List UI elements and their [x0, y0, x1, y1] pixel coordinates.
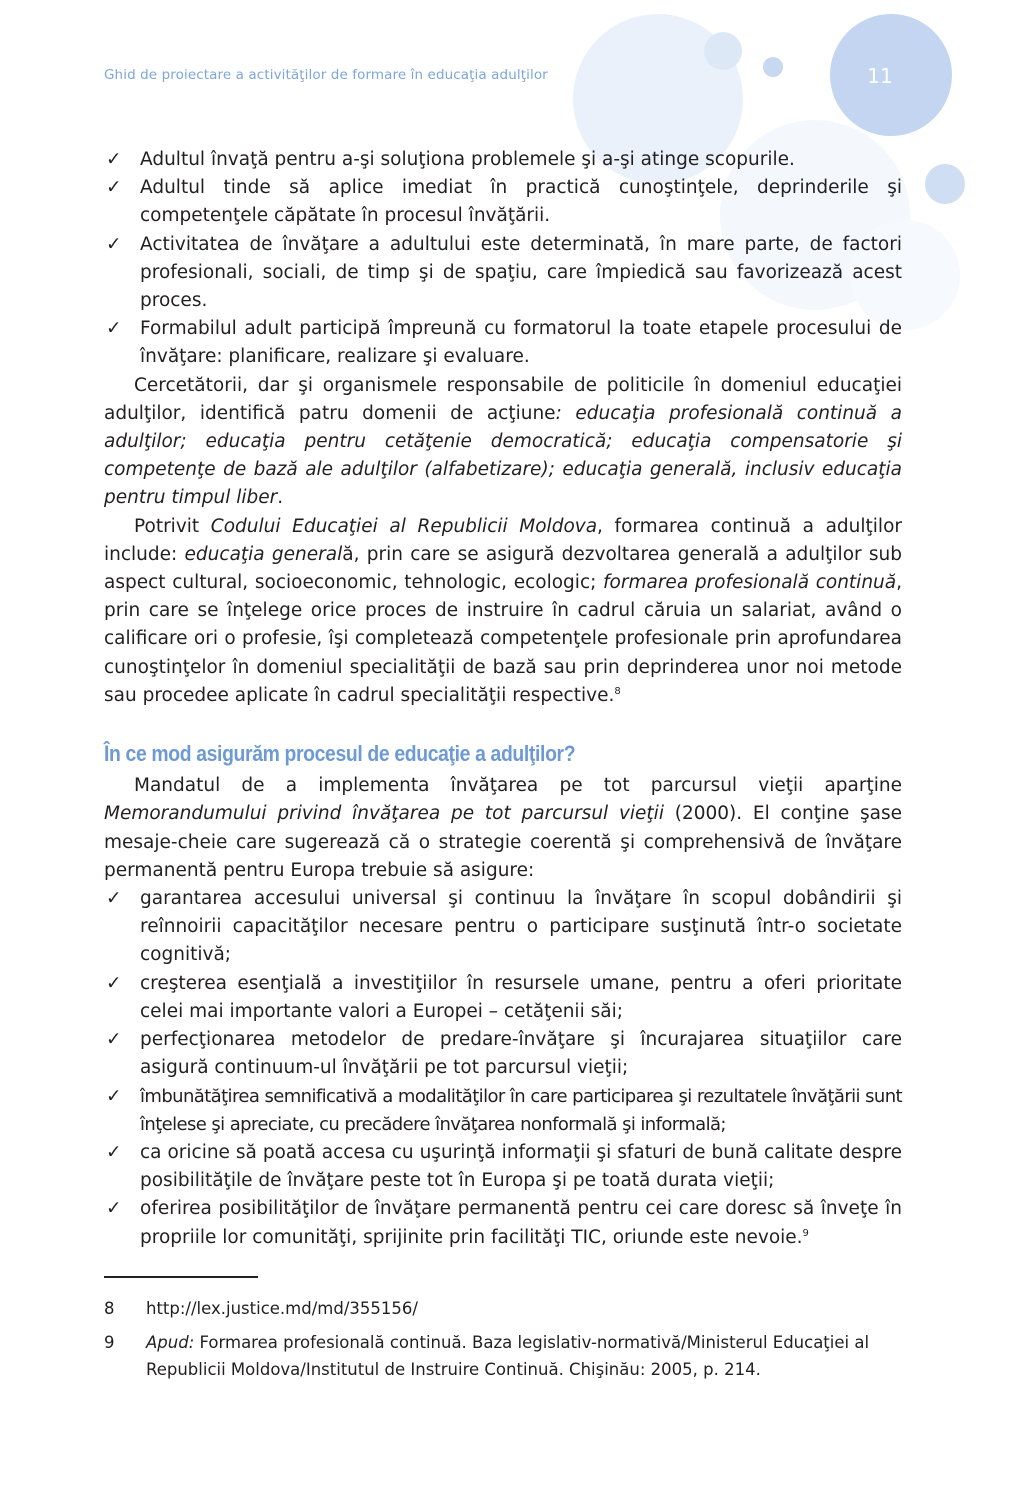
check-mark-icon: ✓ [106, 888, 122, 910]
footnotes [104, 1295, 904, 1390]
paragraph-domains: Cercetătorii, dar şi organismele responsabile de politicile în domeniul educaţiei adulţilor, identifică patru domenii de acţiune: educaţia profesională continuă a adulţilor; educaţia pentru cetăţenie democratică; educaţia compensatorie şi competenţe de bază ale adulţilor (alfabetizare); educaţia generală, inclusiv educaţia pentru timpul liber. [104, 374, 902, 509]
check-mark-icon: ✓ [106, 233, 122, 255]
main-content [104, 146, 902, 1252]
check-mark-icon: ✓ [106, 318, 122, 340]
list-item: ✓ garantarea accesului universal şi continuu la învăţare în scopul dobândirii şi reînnoirii capacităţilor necesare pentru o participare susţinută într-o societate cognitivă; [104, 885, 902, 970]
check-mark-icon: ✓ [106, 149, 122, 170]
header-title: Ghid de proiectare a activităţilor de formare în educaţia adulţilor [104, 67, 548, 83]
list-item: ✓ Adultul tinde să aplice imediat în practică cunoştinţele, deprinderile şi competenţele căpătate în procesul învăţării. [104, 174, 902, 230]
list-item: ✓ Adultul învaţă pentru a-şi soluţiona problemele şi a-şi atinge scopurile. [104, 146, 902, 174]
bullet-list-1 [104, 146, 902, 372]
paragraph-memorandum: Mandatul de a implementa învăţarea pe tot parcursul vieţii aparţine Memorandumului privind învăţarea pe tot parcursul vieţii (2000). El conţine şase mesaje-cheie care sugerează că o strategie coerentă şi comprehensivă de învăţare permanentă pentru Europa trebuie să asigure: [104, 775, 902, 881]
footnote: 9 Apud: Formarea profesională continuă. Baza legislativ-normativă/Ministerul Educaţiei al Republicii Moldova/Institutul de Instruire Continuă. Chişinău: 2005, p. 214. [104, 1333, 870, 1379]
section-heading: În ce mod asigurăm procesul de educaţie a adulţilor? [104, 741, 576, 767]
list-item: ✓ îmbunătăţirea semnificativă a modalităţilor în care participarea şi rezultatele învăţării sunt înţelese şi apreciate, cu precădere învăţarea nonformală şi informală; [104, 1083, 902, 1139]
check-mark-icon: ✓ [106, 1029, 122, 1051]
list-item: ✓ ca oricine să poată accesa cu uşurinţă informaţii şi sfaturi de bună calitate despre posibilităţile de învăţare peste tot în Europa şi pe toată durata vieţii; [104, 1139, 902, 1195]
list-item: ✓ Formabilul adult participă împreună cu formatorul la toate etapele procesului de învăţare: planificare, realizare şi evaluare. [104, 315, 902, 371]
footnote-divider [104, 1276, 258, 1278]
check-mark-icon: ✓ [106, 177, 122, 199]
bullet-list-2 [104, 885, 902, 1252]
check-mark-icon: ✓ [106, 1085, 122, 1107]
decorative-circle-right [925, 164, 965, 204]
footnote-link[interactable]: http://lex.justice.md/md/355156/ [146, 1299, 418, 1318]
list-item: ✓ creşterea esenţială a investiţiilor în resursele umane, pentru a oferi prioritate celei mai importante valori a Europei – cetăţenii săi; [104, 970, 902, 1026]
paragraph-code: Potrivit Codului Educaţiei al Republicii Moldova, formarea continuă a adulţilor include: educaţia generală, prin care se asigură dezvoltarea generală a adulţilor sub aspect cultural, socioeconomic, tehnologic, ecologic; formarea profesională continuă, prin care se înţelege orice proces de instruire în cadrul căruia un salariat, având o calificare ori o profesie, îşi completează competenţele profesionale prin aprofundarea cunoştinţelor în domeniul specialităţii de bază sau prin deprinderea unor noi metode sau procedee aplicate în cadrul specialităţii respective.$^8$ [104, 515, 903, 706]
check-mark-icon: ✓ [106, 1198, 122, 1220]
footnote-ref: 8 [614, 685, 621, 697]
footnote: 8 http://lex.justice.md/md/355156/ [104, 1295, 904, 1322]
page-number: 11 [867, 64, 893, 88]
list-item: ✓ perfecţionarea metodelor de predare-învăţare şi încurajarea situaţiilor care asigură continuum-ul învăţării pe tot parcursul vieţii; [104, 1026, 902, 1082]
footnote-ref: 9 [802, 1227, 809, 1239]
decorative-circle-small [704, 32, 742, 70]
decorative-circle-dot [763, 57, 783, 77]
check-mark-icon: ✓ [106, 972, 122, 994]
check-mark-icon: ✓ [106, 1141, 122, 1163]
list-item: ✓ oferirea posibilităţilor de învăţare permanentă pentru cei care doresc să înveţe în propriile lor comunităţi, sprijinite prin facilităţi TIC, oriunde este nevoie.$^9$ [104, 1195, 902, 1251]
list-item: ✓ Activitatea de învăţare a adultului este determinată, în mare parte, de factori profesionali, sociali, de timp şi de spaţiu, care împiedică sau favorizează acest proces. [104, 231, 902, 316]
